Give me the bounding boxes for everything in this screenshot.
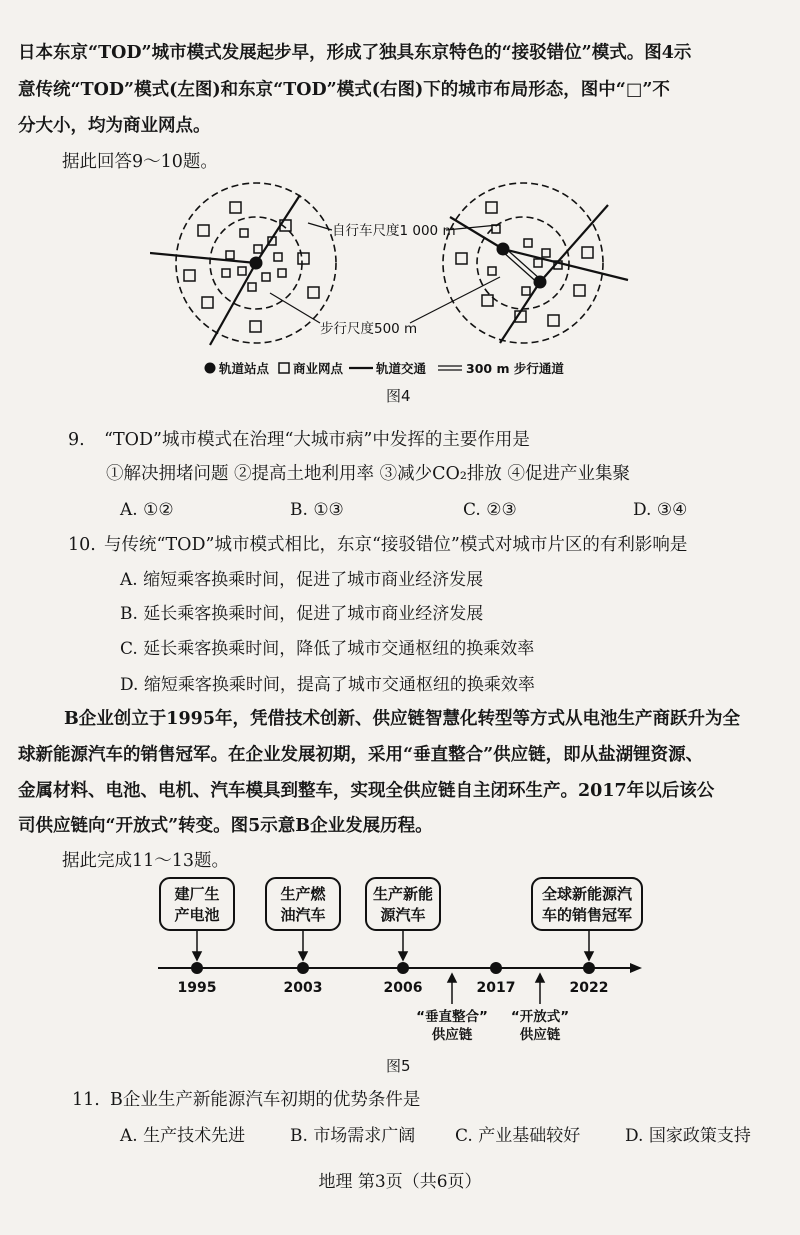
commercial-point (240, 229, 248, 237)
commercial-point (254, 245, 262, 253)
legend-commercial-icon (279, 363, 289, 373)
q10-option-a[interactable]: A. 缩短乘客换乘时间，促进了城市商业经济发展 (120, 570, 484, 590)
intro-b-line-1: B企业创立于1995年，凭借技术创新、供应链智慧化转型等方式从电池生产商跃升为全 (64, 709, 740, 729)
q10-stem: 与传统“TOD”城市模式相比，东京“接驳错位”模式对城市片区的有利影响是 (104, 535, 688, 555)
commercial-point (574, 285, 585, 296)
q11-option-c[interactable]: C. 产业基础较好 (455, 1126, 581, 1146)
commercial-point (482, 295, 493, 306)
supply-labels (416, 1008, 569, 1043)
page-footer: 地理 第3页（共6页） (318, 1172, 482, 1192)
q11-option-d[interactable]: D. 国家政策支持 (625, 1126, 751, 1146)
box-battery-line2: 产电池 (174, 906, 220, 924)
commercial-point (522, 287, 530, 295)
supply-vertical-line1: “垂直整合” (416, 1009, 488, 1025)
q9-number: 9. (68, 430, 85, 450)
q11-option-b[interactable]: B. 市场需求广阔 (290, 1126, 416, 1146)
q10-number: 10. (68, 535, 96, 555)
dot-2003 (297, 962, 309, 974)
right-rail-ne (540, 205, 608, 282)
commercial-point (262, 273, 270, 281)
q9-stem: “TOD”城市模式在治理“大城市病”中发挥的主要作用是 (104, 430, 530, 450)
year-2017: 2017 (476, 980, 516, 996)
q9-option-a[interactable]: A. ①② (120, 500, 174, 520)
box-nev-line2: 源汽车 (380, 906, 426, 924)
commercial-point (486, 202, 497, 213)
commercial-point (226, 251, 234, 259)
left-rail-sw (210, 263, 256, 345)
commercial-point (248, 283, 256, 291)
box-arrows (193, 931, 593, 960)
commercial-point (488, 267, 496, 275)
q11-stem: B企业生产新能源汽车初期的优势条件是 (110, 1090, 421, 1110)
intro-b-line-3: 金属材料、电池、电机、汽车模具到整车，实现全供应链自主闭环生产。2017年以后该公 (18, 781, 715, 801)
year-2003: 2003 (283, 980, 323, 996)
q10-option-b[interactable]: B. 延长乘客换乘时间，促进了城市商业经济发展 (120, 604, 484, 624)
figure-5-caption: 图5 (386, 1057, 411, 1075)
figure-5-timeline (140, 868, 660, 1043)
commercial-point (456, 253, 467, 264)
commercial-point (534, 259, 542, 267)
left-rail-station (250, 257, 263, 270)
left-rail-west (150, 253, 256, 263)
figure-4-caption: 图4 (386, 387, 411, 405)
intro-tod-line-1: 日本东京“TOD”城市模式发展起步早，形成了独具东京特色的“接驳错位”模式。图4示 (18, 43, 692, 63)
timeline-axis-arrowhead (630, 963, 642, 973)
box-fuel-car-line2: 油汽车 (280, 906, 326, 924)
dot-1995 (191, 962, 203, 974)
dot-2022 (583, 962, 595, 974)
commercial-point (230, 202, 241, 213)
year-2006: 2006 (383, 980, 423, 996)
dot-2017 (490, 962, 502, 974)
figure-4-legend (205, 361, 565, 376)
commercial-point (250, 321, 261, 332)
commercial-point (298, 253, 309, 264)
figure-4-tod-diagram (150, 175, 640, 380)
legend-walkway-label: 300 m 步行通道 (466, 361, 564, 376)
intro-tod-line-2: 意传统“TOD”模式(左图)和东京“TOD”模式(右图)下的城市布局形态，图中“□”不 (18, 80, 670, 100)
intro-tod-line-3: 分大小，均为商业网点。 (18, 116, 211, 136)
q9-option-d[interactable]: D. ③④ (633, 500, 688, 520)
year-2022: 2022 (569, 980, 609, 996)
commercial-point (548, 315, 559, 326)
legend-station-icon (205, 363, 216, 374)
label-bike-scale: 自行车尺度1 000 m (332, 223, 456, 239)
supply-open-line2: 供应链 (519, 1027, 561, 1043)
box-nev-line1: 生产新能 (372, 885, 434, 903)
commercial-point (308, 287, 319, 298)
right-rail-sw (500, 282, 540, 343)
box-battery-line1: 建厂生 (174, 885, 220, 903)
commercial-point (582, 247, 593, 258)
legend-commercial-label: 商业网点 (293, 361, 344, 376)
q10-option-d[interactable]: D. 缩短乘客换乘时间，提高了城市交通枢纽的换乘效率 (120, 675, 535, 695)
commercial-point (274, 253, 282, 261)
right-rail-station-2 (534, 276, 547, 289)
commercial-point (198, 225, 209, 236)
right-rail-lines (450, 205, 628, 343)
commercial-point (184, 270, 195, 281)
box-global-line2: 车的销售冠军 (541, 906, 633, 924)
legend-rail-label: 轨道交通 (376, 361, 427, 376)
intro-b-line-2: 球新能源汽车的销售冠军。在企业发展初期，采用“垂直整合”供应链，即从盐湖锂资源、 (18, 745, 704, 765)
intro-b-line-4: 司供应链向“开放式”转变。图5示意B企业发展历程。 (18, 816, 433, 836)
prompt-11-13: 据此完成11～13题。 (62, 851, 230, 871)
prompt-9-10: 据此回答9～10题。 (62, 152, 218, 172)
q9-items: ①解决拥堵问题 ②提高土地利用率 ③减少CO₂排放 ④促进产业集聚 (106, 464, 630, 484)
commercial-point (524, 239, 532, 247)
q10-option-c[interactable]: C. 延长乘客换乘时间，降低了城市交通枢纽的换乘效率 (120, 639, 535, 659)
box-fuel-car-line1: 生产燃 (280, 885, 326, 903)
supply-open-line1: “开放式” (510, 1009, 570, 1025)
q9-option-b[interactable]: B. ①③ (290, 500, 344, 520)
legend-station-label: 轨道站点 (219, 361, 270, 376)
commercial-point (278, 269, 286, 277)
right-rail-station-1 (497, 243, 510, 256)
label-walk-scale: 步行尺度500 m (320, 321, 418, 337)
year-1995: 1995 (177, 980, 217, 996)
commercial-point (542, 249, 550, 257)
dot-2006 (397, 962, 409, 974)
supply-vertical-line2: 供应链 (431, 1027, 473, 1043)
commercial-point (222, 269, 230, 277)
box-global-line1: 全球新能源汽 (541, 885, 633, 903)
q9-option-c[interactable]: C. ②③ (463, 500, 517, 520)
q11-number: 11. (72, 1090, 100, 1110)
q11-option-a[interactable]: A. 生产技术先进 (120, 1126, 246, 1146)
commercial-point (202, 297, 213, 308)
commercial-point (238, 267, 246, 275)
